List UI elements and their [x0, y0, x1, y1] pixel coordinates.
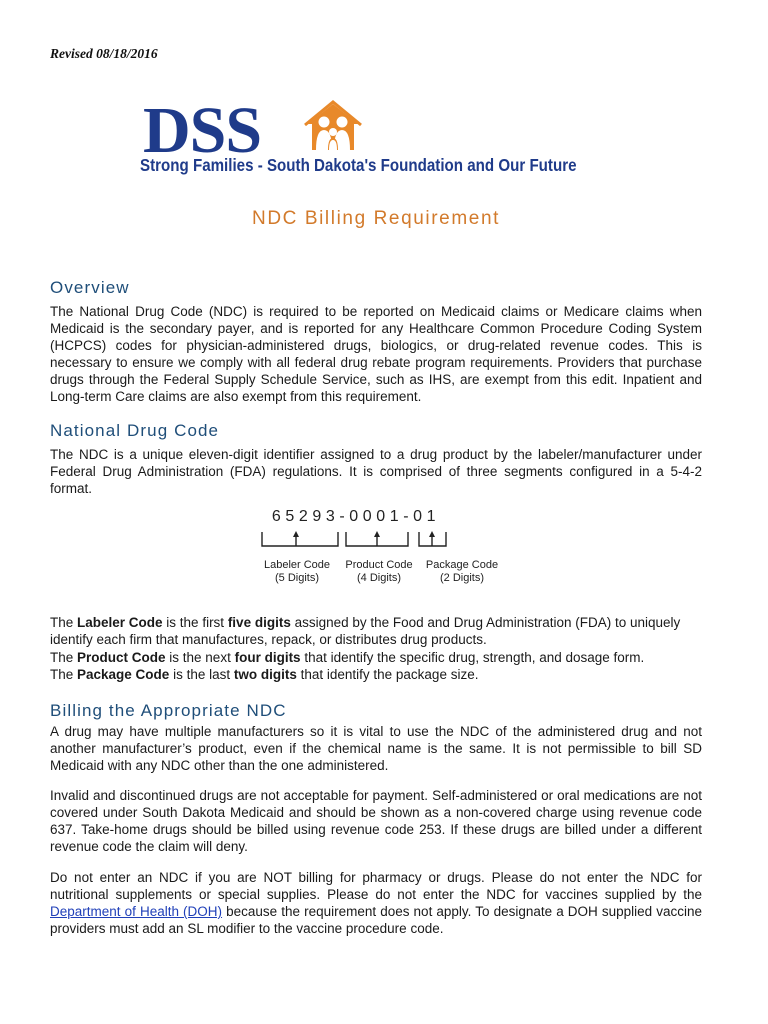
logo-tagline: Strong Families - South Dakota's Foundation and Our Future: [140, 155, 577, 175]
overview-heading: Overview: [50, 278, 130, 297]
ndc-description: The NDC is a unique eleven-digit identifier assigned to a drug product by the labeler/manufacturer under Federal Drug Administration (FDA) regulations. It is comprised of three segments configured in a 5-4-2 format.: [50, 447, 702, 496]
national-drug-code-heading: National Drug Code: [50, 421, 220, 440]
package-code-text: The Package Code is the last two digits that identify the package size.: [50, 667, 479, 682]
billing-paragraph-3: Do not enter an NDC if you are NOT billing for pharmacy or drugs. Please do not enter the NDC for nutritional supplements or special supplies. Please do not enter the NDC for vaccines supplied by the Department of Health (DOH) because the requirement does not apply. To designate a DOH supplied vaccine providers must add an SL modifier to the vaccine procedure code.: [50, 870, 703, 936]
product-code-caption: Product Code (4 Digits): [345, 559, 413, 584]
department-of-health-link[interactable]: Department of Health (DOH): [50, 904, 223, 919]
revised-date: Revised 08/18/2016: [50, 46, 158, 61]
ndc-format-diagram: [258, 508, 518, 590]
ndc-segment-brackets: [258, 528, 518, 554]
billing-paragraph-1: A drug may have multiple manufacturers so it is vital to use the NDC of the administered drug and not another manufacturer’s product, even if the chemical name is the same. It is not permissible to bill SD Medicaid with any NDC other than the one administered.: [50, 724, 702, 773]
billing-paragraph-2: Invalid and discontinued drugs are not acceptable for payment. Self-administered or oral medications are not covered under South Dakota Medicaid and should be shown as a non-covered charge using revenue code 637. Take-home drugs should be billed using revenue code 253. If these drugs are billed under a different revenue code the claim will deny.: [50, 788, 702, 854]
dss-logo: [139, 94, 609, 184]
family-house-icon: [304, 100, 362, 154]
package-code-caption: Package Code (2 Digits): [425, 559, 499, 584]
labeler-code-caption: Labeler Code (5 Digits): [263, 559, 331, 584]
ndc-example-code: 65293-0001-01: [271, 508, 441, 525]
logo-letters: DSS: [143, 94, 262, 167]
product-code-text: The Product Code is the next four digits that identify the specific drug, strength, and dosage form.: [50, 650, 645, 665]
billing-heading: Billing the Appropriate NDC: [50, 701, 287, 720]
document-title: NDC Billing Requirement: [252, 208, 500, 229]
overview-text: The National Drug Code (NDC) is required to be reported on Medicaid claims or Medicare claims when Medicaid is the secondary payer, and is reported for any Healthcare Common Procedure Coding System (HCPCS) codes for physician-administered drugs, biologics, or drug-related revenue codes. This is necessary to ensure we comply with all federal drug rebate program requirements. Providers that purchase drugs through the Federal Supply Schedule Service, such as IHS, are exempt from this edit. Inpatient and Long-term Care claims are also exempt from this requirement.: [50, 304, 702, 404]
labeler-code-text: The Labeler Code is the first five digits assigned by the Food and Drug Administration (FDA) to uniquely identify each firm that manufactures, repack, or distributes drug products.: [50, 615, 681, 647]
